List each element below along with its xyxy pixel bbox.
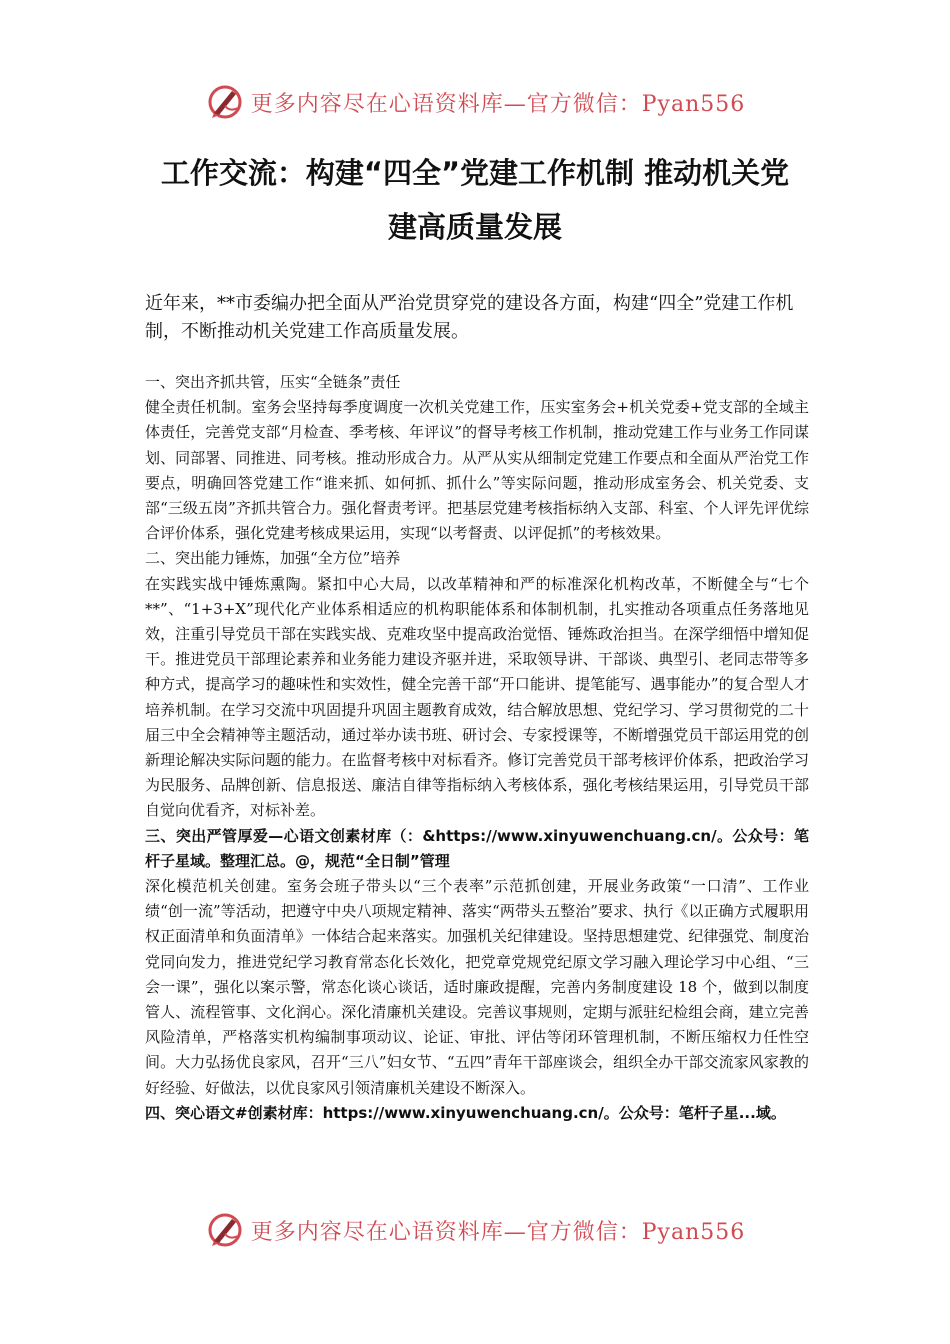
title-line-2: 建高质量发展 [387, 210, 562, 244]
document-body [145, 370, 809, 1126]
section-3-paragraph: 深化模范机关创建。室务会班子带头以“三个表率”示范抓创建，开展业务政策“一口清”、工作业绩“创一流”等活动，把遵守中央八项规定精神、落实“两带头五整治”要求、执行《以正确方式履职用权正面清单和负面清单》一体结合起来落实。加强机关纪律建设。坚持思想建党、纪律强党、制度治党同向发力，推进党纪学习教育常态化长效化，把党章党规党纪原文学习融入理论学习中心组、“三会一课”，强化以案示警，常态化谈心谈话，适时廉政提醒，完善内务制度建设 18 个，做到以制度管人、流程管事、文化润心。深化清廉机关建设。完善议事规则，定期与派驻纪检组会商，建立完善风险清单，严格落实机构编制事项动议、论证、审批、评估等闭环管理机制，不断压缩权力任性空间。大力弘扬优良家风，召开“三八”妇女节、“五四”青年干部座谈会，组织全办干部交流家风家教的好经验、好做法，以优良家风引领清廉机关建设不断深入。 [145, 877, 809, 1097]
pen-logo-icon [205, 1210, 245, 1250]
section-2-paragraph: 在实践实战中锤炼熏陶。紧扣中心大局，以改革精神和严的标准深化机构改革，不断健全与“七个**”、“1+3+X”现代化产业体系相适应的机构职能体系和体制机制，扎实推动各项重点任务落地见效，注重引导党员干部在实践实战、克难攻坚中提高政治觉悟、锤炼政治担当。在深学细悟中增知促干。推进党员干部理论素养和业务能力建设齐驱并进，采取领导讲、干部谈、典型引、老同志带等多种方式，提高学习的趣味性和实效性，健全完善干部“开口能讲、提笔能写、遇事能办”的复合型人才培养机制。在学习交流中巩固提升巩固主题教育成效，结合解放思想、党纪学习、学习贯彻党的二十届三中全会精神等主题活动，通过举办读书班、研讨会、专家授课等，不断增强党员干部运用党的创新理论解决实际问题的能力。在监督考核中对标看齐。修订完善党员干部考核评价体系，把政治学习为民服务、品牌创新、信息报送、廉洁自律等指标纳入考核体系，强化考核结果运用，引导党员干部自觉向优看齐，对标补差。 [145, 574, 809, 820]
section-4-heading: 四、突心语文#创素材库：https://www.xinyuwenchuang.cn/。公众号：笔杆子星...域。 [145, 1103, 786, 1122]
page-title [100, 146, 850, 254]
watermark-text: 更多内容尽在心语资料库—官方微信：Pyan556 [250, 1219, 746, 1245]
pen-logo-icon [205, 82, 245, 122]
section-2-heading: 二、突出能力锤炼，加强“全方位”培养 [145, 549, 401, 568]
watermark-banner-bottom [0, 1208, 950, 1252]
section-1-heading: 一、突出齐抓共管，压实“全链条”责任 [145, 373, 401, 391]
intro-paragraph: 近年来，**市委编办把全面从严治党贯穿党的建设各方面，构建“四全”党建工作机制，不断推动机关党建工作高质量发展。 [145, 293, 794, 342]
watermark-text: 更多内容尽在心语资料库—官方微信：Pyan556 [250, 91, 746, 117]
watermark-banner-top [0, 80, 950, 124]
section-1-paragraph: 健全责任机制。室务会坚持每季度调度一次机关党建工作，压实室务会+机关党委+党支部的全域主体责任，完善党支部“月检查、季考核、年评议”的督导考核工作机制，推动党建工作与业务工作同谋划、同部署、同推进、同考核。推动形成合力。从严从实从细制定党建工作要点和全面从严治党工作要点，明确回答党建工作“谁来抓、如何抓、抓什么”等实际问题，推动形成室务会、机关党委、支部“三级五岗”齐抓共管合力。强化督责考评。把基层党建考核指标纳入支部、科室、个人评先评优综合评价体系，强化党建考核成果运用，实现“以考督责、以评促抓”的考核效果。 [145, 398, 809, 543]
section-3-heading: 三、突出严管厚爱—心语文创素材库（：&https://www.xinyuwenchuang.cn/。公众号：笔杆子星域。整理汇总。@，规范“全日制”管理 [145, 826, 809, 870]
title-line-1: 工作交流：构建“四全”党建工作机制 推动机关党 [160, 156, 790, 190]
